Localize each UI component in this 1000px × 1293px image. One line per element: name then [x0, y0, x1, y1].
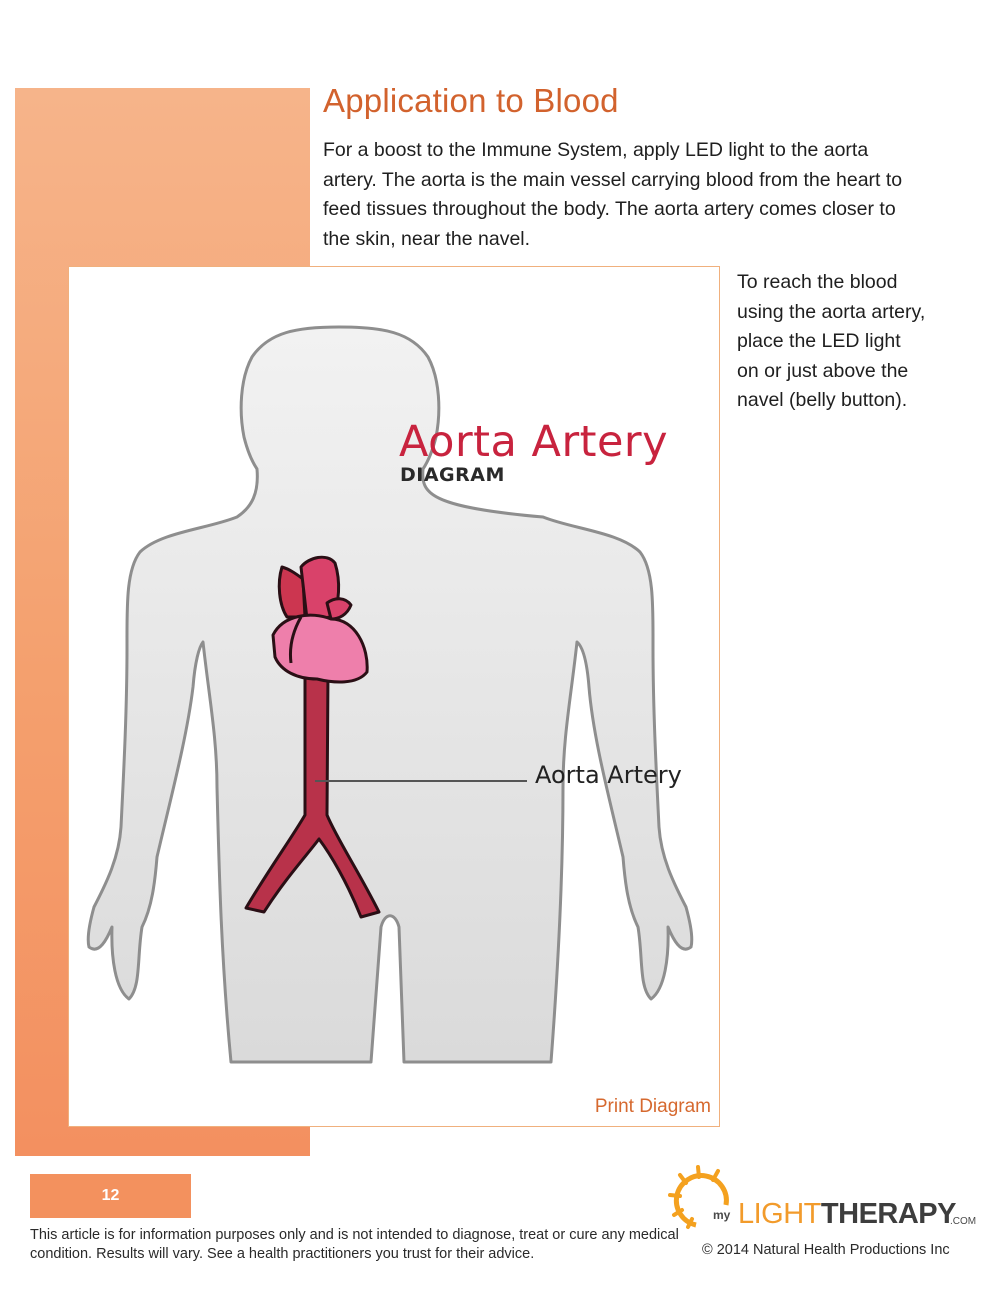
logo-com-text: .COM — [950, 1216, 977, 1227]
logo-wordmark — [738, 1198, 956, 1231]
logo-light-text: LIGHT — [738, 1198, 821, 1230]
diagram-subtitle: DIAGRAM — [400, 464, 505, 486]
disclaimer-text: This article is for information purposes only and is not intended to diagnose, treat or cure any medical condition. Results will vary. See a health practitioners you trust for their advice. — [30, 1227, 679, 1262]
aorta-diagram-figure — [68, 266, 720, 1127]
print-diagram-link[interactable]: Print Diagram — [594, 1096, 711, 1117]
diagram-title: Aorta Artery — [399, 417, 669, 467]
side-note-paragraph: To reach the blood using the aorta artery, place the LED light on or just above the navel (belly button). — [737, 271, 926, 411]
aorta-artery-label: Aorta Artery — [535, 761, 682, 789]
sun-icon — [668, 1165, 748, 1237]
page-number-badge — [30, 1174, 191, 1218]
mylighttherapy-logo — [668, 1165, 978, 1237]
copyright-text: © 2014 Natural Health Productions Inc — [702, 1242, 950, 1258]
intro-paragraph: For a boost to the Immune System, apply LED light to the aorta artery. The aorta is the main vessel carrying blood from the heart to feed tissues throughout the body. The aorta artery comes closer to the skin, near the navel. — [323, 139, 903, 250]
logo-my-text: my — [713, 1208, 731, 1222]
body-illustration — [69, 267, 721, 1128]
logo-therapy-text: THERAPY — [820, 1198, 956, 1230]
page-number: 12 — [101, 1187, 120, 1204]
page-title: Application to Blood — [323, 82, 619, 119]
